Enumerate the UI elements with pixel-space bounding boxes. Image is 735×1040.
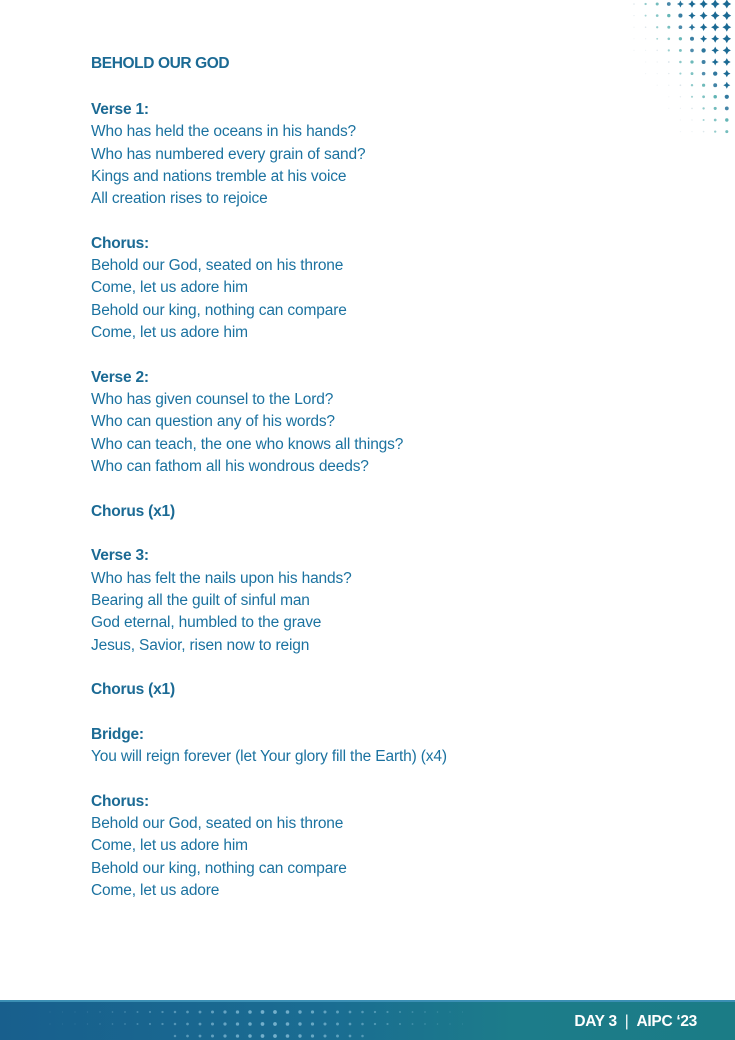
lyric-line: Who can fathom all his wondrous deeds? xyxy=(91,457,369,475)
lyric-line: All creation rises to rejoice xyxy=(91,190,268,208)
footer-event: AIPC ‘23 xyxy=(636,1013,697,1030)
section-label: Chorus: xyxy=(91,792,150,810)
lyric-line: Who has held the oceans in his hands? xyxy=(91,123,357,141)
section-verse-1 xyxy=(91,99,651,210)
section-label: Bridge: xyxy=(91,725,144,743)
lyric-line: Behold our God, seated on his throne xyxy=(91,257,344,275)
lyric-line: Who can teach, the one who knows all things? xyxy=(91,435,404,453)
lyric-line: Kings and nations tremble at his voice xyxy=(91,167,347,185)
section-label: Verse 3: xyxy=(91,547,149,565)
section-label: Verse 2: xyxy=(91,368,149,386)
lyric-line: Bearing all the guilt of sinful man xyxy=(91,591,310,609)
section-label: Verse 1: xyxy=(91,101,149,118)
lyric-line: Who can question any of his words? xyxy=(91,413,335,431)
footer-label xyxy=(574,1013,697,1031)
lyric-line: Behold our king, nothing can compare xyxy=(91,859,347,877)
page-footer xyxy=(0,1000,735,1040)
section-label: Chorus (x1) xyxy=(91,502,175,520)
lyrics-content xyxy=(91,54,651,925)
lyric-line: Who has numbered every grain of sand? xyxy=(91,145,366,163)
lyric-line: Jesus, Savior, risen now to reign xyxy=(91,636,310,654)
dot-pattern-decoration-icon xyxy=(40,1002,470,1040)
section-verse-2 xyxy=(91,367,651,478)
lyric-line: You will reign forever (let Your glory fill the Earth) (x4) xyxy=(91,748,447,766)
section-label: Chorus (x1) xyxy=(91,681,175,699)
section-chorus-repeat xyxy=(91,679,651,701)
section-chorus-final xyxy=(91,791,651,902)
section-verse-3 xyxy=(91,545,651,656)
section-label: Chorus: xyxy=(91,234,150,252)
lyric-line: Come, let us adore him xyxy=(91,324,248,342)
section-chorus xyxy=(91,233,651,344)
lyric-line: Come, let us adore him xyxy=(91,837,248,855)
section-bridge xyxy=(91,724,651,769)
song-title: BEHOLD OUR GOD xyxy=(91,55,230,72)
lyric-line: God eternal, humbled to the grave xyxy=(91,614,322,632)
lyric-line: Come, let us adore xyxy=(91,882,220,900)
lyric-line: Who has given counsel to the Lord? xyxy=(91,391,334,409)
lyric-line: Come, let us adore him xyxy=(91,279,248,297)
lyric-line: Who has felt the nails upon his hands? xyxy=(91,569,352,587)
section-chorus-repeat xyxy=(91,501,651,523)
lyric-line: Behold our God, seated on his throne xyxy=(91,815,344,833)
lyric-line: Behold our king, nothing can compare xyxy=(91,301,347,319)
footer-separator: | xyxy=(624,1013,629,1030)
footer-day: DAY 3 xyxy=(574,1013,617,1030)
